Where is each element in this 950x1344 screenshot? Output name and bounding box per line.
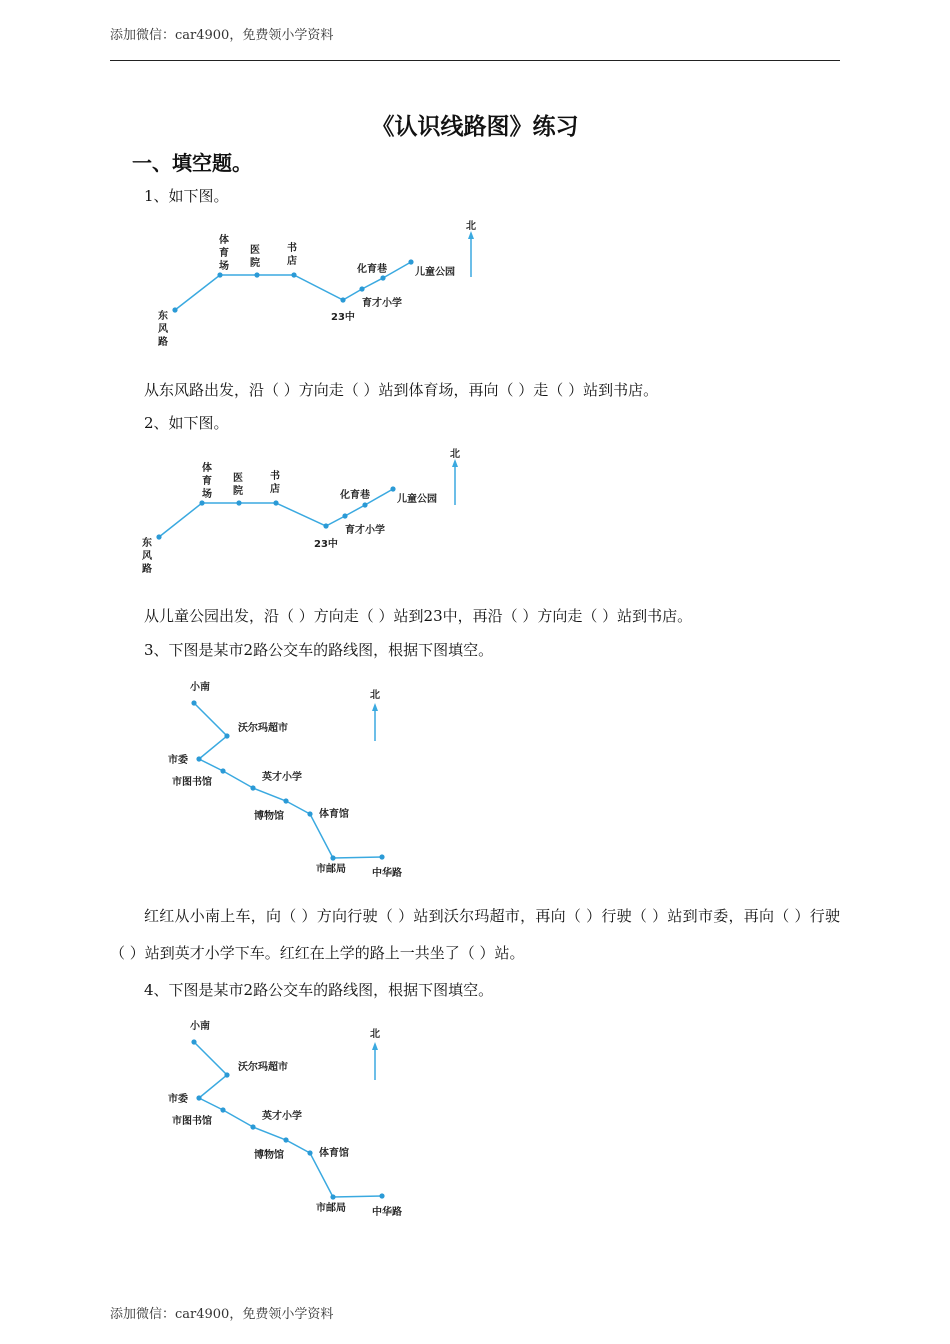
q3-text: 红红从小南上车，向（ ）方向行驶（ ）站到沃尔玛超市，再向（ ）行驶（ ）站到市委，再向（ ）行驶（ ）站到英才小学下车。红红在上学的路上一共坐了（ ）站。 [110,907,840,962]
header-rule [110,60,840,61]
station-label-museum: 博物馆 [254,811,284,822]
station-label-char: 书 [287,243,297,254]
station-label-park: 儿童公园 [397,494,437,505]
station-dot [283,798,288,803]
bus-route-map-4 [160,1014,420,1229]
q3-label: 3、下图是某市2路公交车的路线图，根据下图填空。 [144,641,494,659]
station-dot [379,1193,384,1198]
q1-text: 从东风路出发，沿（ ）方向走（ ）站到体育场，再向（ ）走（ ）站到书店。 [144,381,659,399]
station-label-char: 风 [142,551,152,562]
station-dot [250,785,255,790]
station-dot [273,500,278,505]
station-label-char: 院 [250,258,260,269]
station-label-char: 风 [158,324,168,335]
station-dot [224,733,229,738]
station-label-shiwei: 市委 [168,1094,188,1105]
station-dot [236,500,241,505]
q2-label: 2、如下图。 [144,414,229,432]
q4-label: 4、下图是某市2路公交车的路线图，根据下图填空。 [144,981,494,999]
station-label-char: 医 [233,473,243,484]
station-label-library: 市图书馆 [172,1116,212,1127]
station-label-huayu: 化育巷 [357,264,387,275]
station-label-yiyuan [233,471,243,497]
station-dot [217,272,222,277]
north-arrow-icon [468,231,474,239]
station-label-school23: 23中 [331,312,355,323]
header-text: 添加微信：car4900，免费领小学资料 [110,28,334,43]
station-label-char: 医 [250,245,260,256]
station-label-yiyuan [250,243,260,269]
station-label-yucai: 育才小学 [345,525,385,536]
north-label: 北 [370,1029,380,1040]
station-label-dongfeng [157,309,169,348]
station-label-gym: 体育馆 [319,1148,349,1159]
station-label-xiaonan: 小南 [190,682,210,693]
station-dot [196,756,201,761]
station-dot [220,768,225,773]
station-label-tiyuchang [202,461,212,500]
station-dot [362,502,367,507]
station-label-walmart: 沃尔玛超市 [238,723,288,734]
station-label-char: 路 [142,564,152,575]
station-dot [379,854,384,859]
route-map-1 [150,215,490,355]
station-label-school23: 23中 [314,539,338,550]
station-dot [283,1137,288,1142]
q1-label: 1、如下图。 [144,187,229,205]
station-label-zhonghua: 中华路 [372,1207,402,1218]
station-dot [323,523,328,528]
station-dot [330,855,335,860]
station-dot [307,811,312,816]
station-dot [380,275,385,280]
station-label-dongfeng [141,536,153,575]
station-label-char: 体 [219,235,229,246]
station-dot [220,1107,225,1112]
north-arrow-icon [452,459,458,467]
station-dot [408,259,413,264]
station-dot [254,272,259,277]
station-dot [359,286,364,291]
station-dot [390,486,395,491]
north-arrow-icon [372,703,378,711]
station-label-char: 路 [158,337,168,348]
station-label-shudian [287,241,297,267]
station-label-museum: 博物馆 [254,1150,284,1161]
station-label-char: 场 [202,489,212,500]
station-label-char: 院 [233,486,243,497]
station-label-char: 育 [202,476,212,487]
north-label: 北 [466,221,476,232]
station-dot [156,534,161,539]
station-label-char: 场 [219,261,229,272]
route-map-2 [135,443,475,583]
station-label-char: 东 [142,538,152,549]
station-dot [307,1150,312,1155]
section-heading: 一、填空题。 [132,151,252,175]
station-label-yingcai: 英才小学 [262,772,302,783]
station-dot [291,272,296,277]
north-label: 北 [450,449,460,460]
station-label-shudian [270,469,280,495]
station-label-tiyuchang [219,233,229,272]
station-dot [191,1039,196,1044]
station-label-huayu: 化育巷 [340,490,370,501]
bus-route-map-3 [160,675,420,890]
station-label-walmart: 沃尔玛超市 [238,1062,288,1073]
north-label: 北 [370,690,380,701]
station-dot [191,700,196,705]
footer-text: 添加微信：car4900，免费领小学资料 [110,1307,334,1322]
station-label-char: 书 [270,471,280,482]
north-arrow-icon [372,1042,378,1050]
station-dot [330,1194,335,1199]
station-label-post: 市邮局 [316,864,346,875]
station-label-char: 东 [158,311,168,322]
station-label-char: 店 [270,484,280,495]
station-label-shiwei: 市委 [168,755,188,766]
station-dot [172,307,177,312]
q2-text: 从儿童公园出发，沿（ ）方向走（ ）站到23中，再沿（ ）方向走（ ）站到书店。 [144,607,693,625]
station-label-library: 市图书馆 [172,777,212,788]
station-label-post: 市邮局 [316,1203,346,1214]
station-label-zhonghua: 中华路 [372,868,402,879]
station-dot [340,297,345,302]
station-label-char: 店 [287,256,297,267]
station-label-yingcai: 英才小学 [262,1111,302,1122]
station-dot [342,513,347,518]
station-dot [199,500,204,505]
station-dot [224,1072,229,1077]
station-dot [196,1095,201,1100]
station-dot [250,1124,255,1129]
station-label-char: 体 [202,463,212,474]
station-label-xiaonan: 小南 [190,1021,210,1032]
station-label-gym: 体育馆 [319,809,349,820]
station-label-park: 儿童公园 [415,267,455,278]
station-label-char: 育 [219,248,229,259]
page-title: 《认识线路图》练习 [371,114,579,140]
station-label-yucai: 育才小学 [362,298,402,309]
